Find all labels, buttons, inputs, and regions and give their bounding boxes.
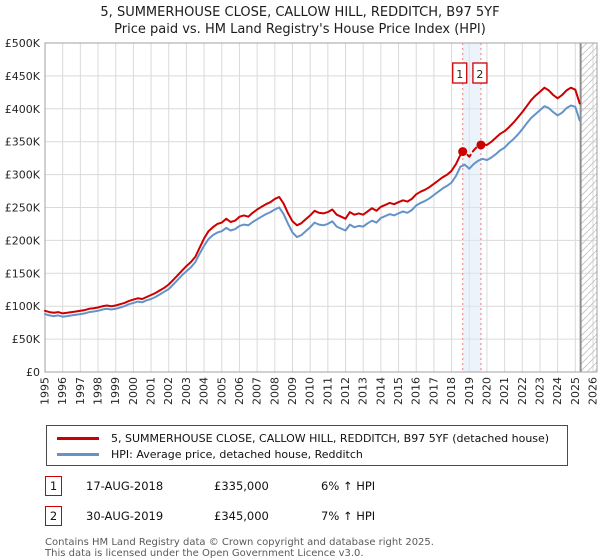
svg-text:£200K: £200K [4, 234, 40, 248]
svg-text:1999: 1999 [109, 377, 123, 405]
svg-text:£400K: £400K [4, 102, 40, 116]
svg-text:2005: 2005 [215, 377, 229, 405]
svg-text:2011: 2011 [321, 377, 335, 405]
hpi-line-swatch-icon [57, 453, 99, 456]
svg-text:£100K: £100K [4, 300, 40, 314]
svg-text:2024: 2024 [551, 377, 565, 405]
legend-label-property: 5, SUMMERHOUSE CLOSE, CALLOW HILL, REDDITCH, B97 5YF (detached house) [111, 431, 550, 445]
svg-text:2026: 2026 [586, 377, 600, 405]
svg-text:£350K: £350K [4, 135, 40, 149]
svg-text:£50K: £50K [11, 333, 40, 347]
svg-text:£500K: £500K [4, 37, 40, 50]
chart-title: 5, SUMMERHOUSE CLOSE, CALLOW HILL, REDDITCH, B97 5YF [100, 5, 500, 20]
svg-text:2023: 2023 [533, 377, 547, 405]
footer-line-2: This data is licensed under the Open Government Licence v3.0. [45, 548, 364, 559]
svg-text:£300K: £300K [4, 168, 40, 182]
sale-annotations [45, 476, 375, 536]
sale-date: 17-AUG-2018 [86, 479, 164, 493]
chart-subtitle: Price paid vs. HM Land Registry's House Price Index (HPI) [114, 22, 486, 37]
sale-row-1 [45, 476, 375, 496]
svg-text:2004: 2004 [197, 377, 211, 405]
svg-text:1995: 1995 [38, 377, 52, 405]
sale-number-badge: 1 [45, 476, 62, 496]
svg-text:2021: 2021 [498, 377, 512, 405]
svg-text:2010: 2010 [303, 377, 317, 405]
svg-text:2014: 2014 [374, 377, 388, 405]
svg-text:2022: 2022 [515, 377, 529, 405]
svg-text:2019: 2019 [462, 377, 476, 405]
svg-text:2003: 2003 [179, 377, 193, 405]
sale-price: £335,000 [214, 479, 269, 493]
sale-hpi-delta: 7% ↑ HPI [321, 509, 376, 523]
sale-date: 30-AUG-2019 [86, 509, 164, 523]
footer-line-1: Contains HM Land Registry data © Crown copyright and database right 2025. [45, 537, 434, 548]
svg-text:2017: 2017 [427, 377, 441, 405]
svg-text:1: 1 [456, 68, 464, 81]
svg-text:2018: 2018 [445, 377, 459, 405]
svg-text:£250K: £250K [4, 201, 40, 215]
svg-text:2020: 2020 [480, 377, 494, 405]
svg-text:2001: 2001 [144, 377, 158, 405]
sale-price: £345,000 [214, 509, 269, 523]
svg-text:2000: 2000 [126, 377, 140, 405]
svg-text:2025: 2025 [568, 377, 582, 405]
svg-text:2006: 2006 [232, 377, 246, 405]
svg-text:£0: £0 [26, 366, 40, 379]
svg-text:2: 2 [476, 68, 484, 81]
svg-text:2015: 2015 [392, 377, 406, 405]
sale-row-2 [45, 506, 375, 526]
legend-row-property [53, 430, 561, 446]
svg-text:2009: 2009 [285, 377, 299, 405]
chart-titles [0, 4, 600, 38]
svg-text:1996: 1996 [56, 377, 70, 405]
svg-text:£450K: £450K [4, 69, 40, 83]
svg-text:£150K: £150K [4, 267, 40, 281]
chart-legend [46, 425, 568, 466]
svg-text:2012: 2012 [339, 377, 353, 405]
svg-text:2002: 2002 [162, 377, 176, 405]
sale-hpi-delta: 6% ↑ HPI [321, 479, 376, 493]
license-footer [45, 537, 434, 559]
svg-text:2008: 2008 [268, 377, 282, 405]
svg-text:1998: 1998 [91, 377, 105, 405]
property-line-swatch-icon [57, 437, 99, 440]
svg-text:2016: 2016 [409, 377, 423, 405]
svg-text:1997: 1997 [73, 377, 87, 405]
svg-text:2007: 2007 [250, 377, 264, 405]
legend-row-hpi [53, 446, 561, 462]
sale-number-badge: 2 [45, 506, 62, 526]
svg-text:2013: 2013 [356, 377, 370, 405]
legend-label-hpi: HPI: Average price, detached house, Redditch [111, 447, 363, 461]
